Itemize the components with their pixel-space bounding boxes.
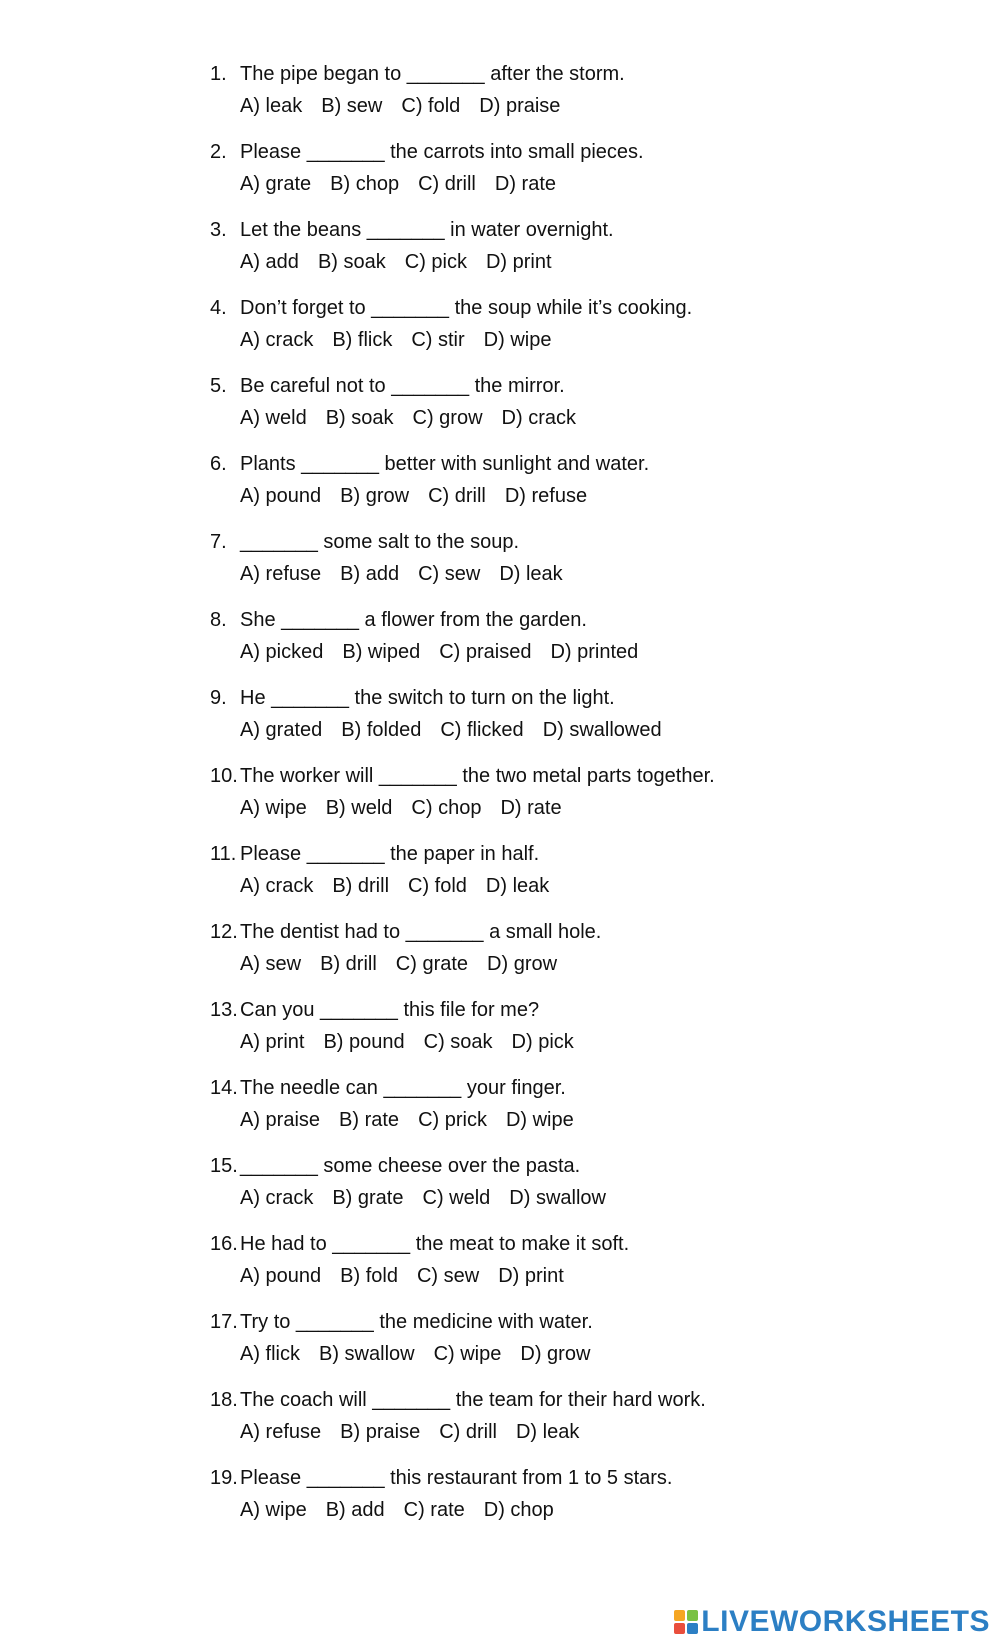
answer-option[interactable]: A) wipe <box>240 797 307 819</box>
question-stem: The coach will _______ the team for their hard work. <box>240 1389 706 1411</box>
answer-option[interactable]: C) grate <box>395 953 469 975</box>
question-line <box>210 916 970 948</box>
answer-options <box>210 636 970 668</box>
answer-option[interactable]: D) refuse <box>504 485 588 507</box>
answer-option[interactable]: C) rate <box>403 1499 465 1521</box>
answer-option[interactable]: D) crack <box>501 407 576 429</box>
answer-option[interactable]: A) add <box>240 251 299 273</box>
question-number: 16. <box>210 1233 238 1255</box>
answer-option[interactable]: C) drill <box>418 173 476 195</box>
question-number: 7. <box>210 531 227 553</box>
question-number: 17. <box>210 1311 238 1333</box>
answer-option[interactable]: C) sew <box>416 1265 480 1287</box>
answer-option[interactable]: A) weld <box>240 407 307 429</box>
logo-square <box>687 1623 698 1634</box>
answer-option[interactable]: C) weld <box>422 1187 491 1209</box>
answer-option[interactable]: C) chop <box>411 797 482 819</box>
answer-option[interactable]: D) grow <box>487 953 558 975</box>
answer-option[interactable]: B) add <box>325 1499 385 1521</box>
question-line <box>210 994 970 1026</box>
answer-option[interactable]: B) chop <box>330 173 400 195</box>
answer-option[interactable]: D) chop <box>483 1499 554 1521</box>
question-line <box>210 838 970 870</box>
question-stem: Try to _______ the medicine with water. <box>240 1311 593 1333</box>
question-item <box>210 370 970 448</box>
answer-option[interactable]: A) crack <box>240 1187 314 1209</box>
answer-options <box>210 1182 970 1214</box>
quiz-list <box>210 58 970 1540</box>
answer-options <box>210 480 970 512</box>
question-number: 3. <box>210 219 227 241</box>
answer-option[interactable]: A) wipe <box>240 1499 307 1521</box>
answer-options <box>210 1338 970 1370</box>
question-stem: The worker will _______ the two metal parts together. <box>240 765 715 787</box>
question-item <box>210 838 970 916</box>
question-line <box>210 760 970 792</box>
answer-option[interactable]: A) leak <box>240 95 303 117</box>
answer-option[interactable]: B) flick <box>332 329 393 351</box>
question-number: 5. <box>210 375 227 397</box>
answer-option[interactable]: B) soak <box>317 251 386 273</box>
question-stem: The dentist had to _______ a small hole. <box>240 921 602 943</box>
logo-square <box>687 1610 698 1621</box>
answer-options <box>210 90 970 122</box>
answer-option[interactable]: C) grow <box>412 407 483 429</box>
question-line <box>210 1306 970 1338</box>
question-number: 11. <box>210 843 237 865</box>
question-stem: Please _______ the paper in half. <box>240 843 540 865</box>
question-line <box>210 1384 970 1416</box>
question-item <box>210 136 970 214</box>
answer-options <box>210 948 970 980</box>
question-stem: _______ some cheese over the pasta. <box>240 1155 581 1177</box>
logo-square <box>674 1610 685 1621</box>
question-number: 4. <box>210 297 227 319</box>
answer-option[interactable]: D) praise <box>479 95 561 117</box>
answer-option[interactable]: A) praise <box>240 1109 321 1131</box>
question-line <box>210 1072 970 1104</box>
answer-option[interactable]: B) rate <box>339 1109 400 1131</box>
question-item <box>210 760 970 838</box>
footer-branding <box>674 1605 990 1639</box>
question-item <box>210 1228 970 1306</box>
answer-option[interactable]: B) sew <box>321 95 383 117</box>
answer-option[interactable]: C) pick <box>404 251 467 273</box>
answer-option[interactable]: C) soak <box>423 1031 493 1053</box>
answer-option[interactable]: B) pound <box>323 1031 405 1053</box>
answer-option[interactable]: B) fold <box>340 1265 398 1287</box>
question-line <box>210 448 970 480</box>
answer-option[interactable]: D) printed <box>550 641 639 663</box>
answer-option[interactable]: D) leak <box>515 1421 580 1443</box>
answer-option[interactable]: C) sew <box>418 563 481 585</box>
answer-options <box>210 1494 970 1526</box>
answer-option[interactable]: B) weld <box>325 797 393 819</box>
question-stem: The needle can _______ your finger. <box>240 1077 566 1099</box>
question-number: 10. <box>210 765 238 787</box>
answer-option[interactable]: B) praise <box>340 1421 421 1443</box>
question-number: 14. <box>210 1077 238 1099</box>
question-stem: Plants _______ better with sunlight and water. <box>240 453 650 475</box>
answer-option[interactable]: D) swallow <box>509 1187 606 1209</box>
question-line <box>210 136 970 168</box>
question-stem: He _______ the switch to turn on the light. <box>240 687 615 709</box>
question-number: 12. <box>210 921 238 943</box>
answer-option[interactable]: D) rate <box>500 797 562 819</box>
answer-option[interactable]: D) grow <box>520 1343 591 1365</box>
answer-option[interactable]: D) rate <box>494 173 556 195</box>
answer-option[interactable]: A) refuse <box>240 1421 322 1443</box>
answer-option[interactable]: B) folded <box>341 719 422 741</box>
answer-option[interactable]: C) prick <box>418 1109 487 1131</box>
question-item <box>210 58 970 136</box>
answer-option[interactable]: A) pound <box>240 485 322 507</box>
question-item <box>210 604 970 682</box>
answer-option[interactable]: C) wipe <box>433 1343 502 1365</box>
answer-option[interactable]: D) print <box>498 1265 564 1287</box>
question-stem: _______ some salt to the soup. <box>240 531 520 553</box>
question-item <box>210 994 970 1072</box>
question-stem: Be careful not to _______ the mirror. <box>240 375 565 397</box>
logo-square <box>674 1623 685 1634</box>
answer-options <box>210 402 970 434</box>
question-item <box>210 448 970 526</box>
answer-options <box>210 558 970 590</box>
question-number: 19. <box>210 1467 238 1489</box>
answer-option[interactable]: C) drill <box>428 485 486 507</box>
answer-option[interactable]: B) drill <box>332 875 390 897</box>
answer-option[interactable]: B) grate <box>332 1187 404 1209</box>
question-number: 2. <box>210 141 227 163</box>
answer-options <box>210 1104 970 1136</box>
answer-options <box>210 1026 970 1058</box>
answer-option[interactable]: B) soak <box>325 407 394 429</box>
answer-options <box>210 1260 970 1292</box>
question-item <box>210 292 970 370</box>
answer-options <box>210 870 970 902</box>
answer-options <box>210 324 970 356</box>
answer-option[interactable]: A) sew <box>240 953 302 975</box>
answer-option[interactable]: A) pound <box>240 1265 322 1287</box>
question-number: 13. <box>210 999 238 1021</box>
question-stem: He had to _______ the meat to make it soft. <box>240 1233 630 1255</box>
answer-option[interactable]: B) wiped <box>342 641 421 663</box>
question-number: 15. <box>210 1155 238 1177</box>
answer-option[interactable]: A) refuse <box>240 563 322 585</box>
question-stem: Please _______ this restaurant from 1 to 5 stars. <box>240 1467 673 1489</box>
answer-option[interactable]: B) add <box>340 563 400 585</box>
question-line <box>210 58 970 90</box>
question-number: 6. <box>210 453 227 475</box>
answer-option[interactable]: B) swallow <box>319 1343 415 1365</box>
question-stem: She _______ a flower from the garden. <box>240 609 587 631</box>
brand-wordmark: LIVEWORKSHEETS <box>701 1605 990 1638</box>
answer-option[interactable]: A) flick <box>240 1343 300 1365</box>
answer-option[interactable]: A) picked <box>240 641 324 663</box>
question-item <box>210 1306 970 1384</box>
question-number: 18. <box>210 1389 238 1411</box>
question-item <box>210 682 970 760</box>
answer-option[interactable]: A) grate <box>240 173 312 195</box>
question-item <box>210 214 970 292</box>
question-line <box>210 1150 970 1182</box>
question-stem: Don’t forget to _______ the soup while it’s cooking. <box>240 297 693 319</box>
question-item <box>210 1072 970 1150</box>
answer-option[interactable]: B) grow <box>340 485 410 507</box>
answer-options <box>210 1416 970 1448</box>
answer-option[interactable]: D) swallowed <box>542 719 662 741</box>
question-stem: Can you _______ this file for me? <box>240 999 540 1021</box>
question-number: 1. <box>210 63 227 85</box>
answer-option[interactable]: D) pick <box>511 1031 574 1053</box>
answer-option[interactable]: C) flicked <box>440 719 524 741</box>
question-line <box>210 370 970 402</box>
question-line <box>210 292 970 324</box>
question-item <box>210 1462 970 1540</box>
liveworksheets-logo-icon <box>674 1610 698 1634</box>
answer-options <box>210 792 970 824</box>
answer-option[interactable]: D) leak <box>485 875 550 897</box>
question-line <box>210 526 970 558</box>
answer-option[interactable]: C) fold <box>408 875 467 897</box>
answer-option[interactable]: D) wipe <box>505 1109 574 1131</box>
answer-option[interactable]: C) drill <box>439 1421 497 1443</box>
question-item <box>210 526 970 604</box>
answer-options <box>210 168 970 200</box>
answer-option[interactable]: D) print <box>485 251 552 273</box>
answer-option[interactable]: C) praised <box>439 641 532 663</box>
question-line <box>210 604 970 636</box>
question-stem: Please _______ the carrots into small pieces. <box>240 141 644 163</box>
question-number: 8. <box>210 609 227 631</box>
question-number: 9. <box>210 687 227 709</box>
answer-option[interactable]: D) wipe <box>483 329 552 351</box>
question-line <box>210 1462 970 1494</box>
question-item <box>210 1384 970 1462</box>
answer-option[interactable]: A) crack <box>240 875 314 897</box>
answer-option[interactable]: A) crack <box>240 329 314 351</box>
answer-option[interactable]: B) drill <box>320 953 377 975</box>
question-line <box>210 214 970 246</box>
question-item <box>210 916 970 994</box>
answer-options <box>210 714 970 746</box>
answer-options <box>210 246 970 278</box>
question-line <box>210 1228 970 1260</box>
answer-option[interactable]: C) stir <box>411 329 465 351</box>
answer-option[interactable]: A) grated <box>240 719 323 741</box>
question-stem: Let the beans _______ in water overnight. <box>240 219 614 241</box>
question-item <box>210 1150 970 1228</box>
answer-option[interactable]: D) leak <box>499 563 563 585</box>
answer-option[interactable]: A) print <box>240 1031 305 1053</box>
answer-option[interactable]: C) fold <box>401 95 461 117</box>
question-stem: The pipe began to _______ after the storm. <box>240 63 625 85</box>
question-line <box>210 682 970 714</box>
